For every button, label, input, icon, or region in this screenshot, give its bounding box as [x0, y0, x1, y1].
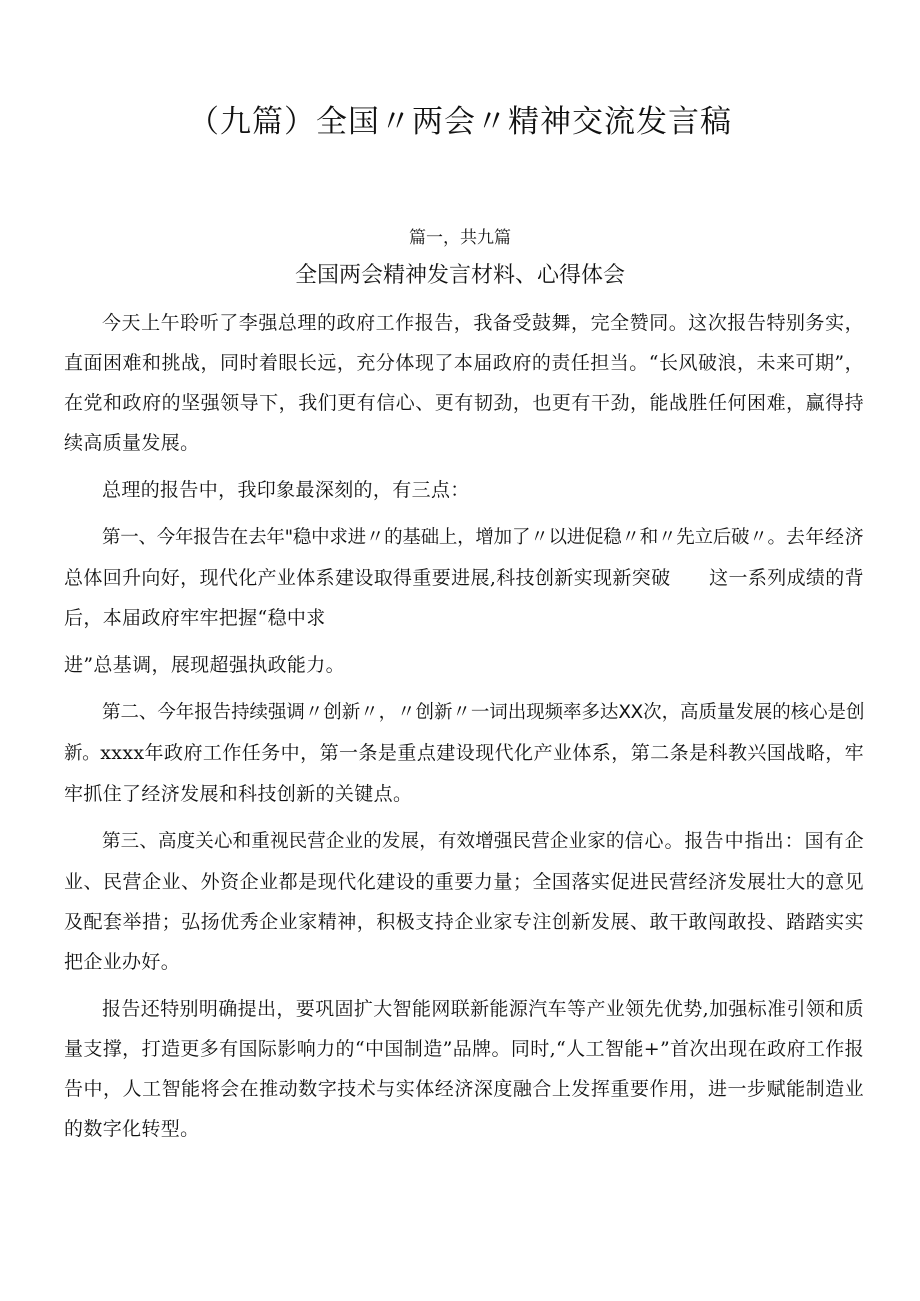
point-one-heading: 第一、今年报告在去年"稳中求进〃的基础上，增加了〃以进促稳〃和〃先立后破〃。: [102, 527, 786, 548]
paragraph-three-points: 总理的报告中，我印象最深刻的，有三点：: [102, 479, 470, 501]
document-body: [64, 303, 864, 1156]
point-three-heading: 第三、高度关心和重视民营企业的发展，有效增强民营企业家的: [102, 831, 625, 852]
document-title: （九篇）全国〃两会〃精神交流发言稿: [188, 104, 732, 140]
part-label: 篇一，共九篇: [409, 228, 511, 248]
point-one-text: 去年经济总体回升向好，现代化产业体系建设取得重要进展,科技创新实现新突破 这一系列成绩的背后，本届政府牢牢把握“稳中求: [64, 526, 865, 629]
paragraph-intro: 今天上午聆听了李强总理的政府工作报告，我备受鼓舞，完全赞同。这次报告特别务实，直面困难和挑战，同时着眼长远，充分体现了本届政府的责任担当。“长风破浪，未来可期”，在党和政府的坚强领导下，我们更有信心、更有韧劲，也更有干劲，能战胜任何困难，赢得持续高质量发展。: [64, 312, 864, 454]
paragraph-point-one-tail: 进”总基调，展现超强执政能力。: [64, 654, 345, 676]
paragraph-point-one: [64, 517, 864, 638]
paragraph-point-three: [64, 821, 864, 982]
paragraph-closing: 报告还特别明确提出，要巩固扩大智能网联新能源汽车等产业领先优势,加强标准引领和质量支撑，打造更多有国际影响力的“中国制造”品牌。同时,“人工智能+”首次出现在政府工作报告中，人工智能将会在推动数字技术与实体经济深度融合上发挥重要作用，进一步赋能制造业的数字化转型。: [64, 998, 864, 1140]
part-title: 全国两会精神发言材料、心得体会: [294, 263, 625, 288]
point-two-heading: 第二、今年报告持续强调〃创新〃，〃创新〃一词出现频率多达XX次，高质量发展的核心是创新。: [64, 702, 864, 764]
paragraph-point-two: [64, 692, 864, 814]
point-three-text: 信心。报告中指出：国有企业、民营企业、外资企业都是现代化建设的重要力量；全国落实促进民营经济发展壮大的意见及配套举措；弘扬优秀企业家精神，积极支持企业家专注创新发展、敢干敢闯敢投、踏踏实实把企业办好。: [64, 830, 864, 973]
point-two-text: xxxx年政府工作任务中，第一条是重点建设现代化产业体系，第二条是科教兴国战略，牢牢抓住了经济发展和科技创新的关键点。: [64, 742, 864, 805]
